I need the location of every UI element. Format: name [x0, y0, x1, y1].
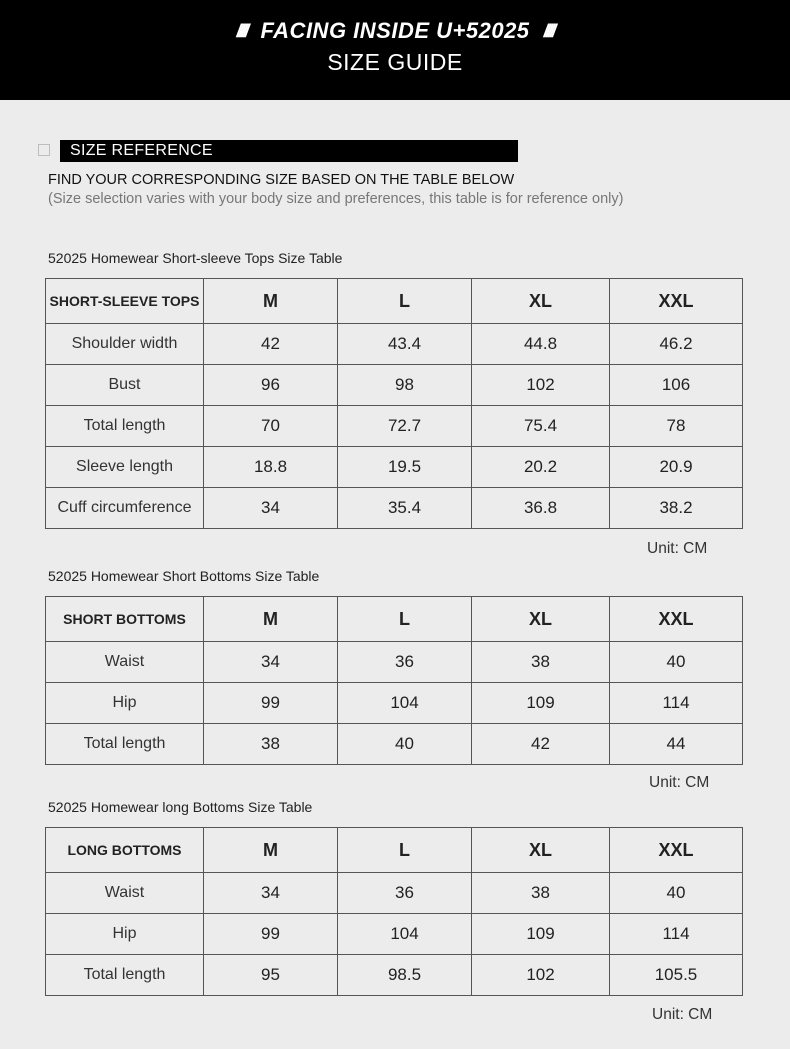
square-bullet-icon — [38, 144, 50, 156]
table-cell: 96 — [204, 365, 338, 406]
row-label: Total length — [46, 406, 204, 447]
table-cell: 40 — [610, 873, 743, 914]
size-header: M — [204, 828, 338, 873]
table-cell: 114 — [610, 914, 743, 955]
table-row — [46, 365, 743, 406]
table-header-row — [46, 597, 743, 642]
row-label: Cuff circumference — [46, 488, 204, 529]
table-row — [46, 873, 743, 914]
row-label: Hip — [46, 914, 204, 955]
table-cell: 44.8 — [472, 324, 610, 365]
table-cell: 102 — [472, 365, 610, 406]
tops-size-table — [45, 278, 743, 529]
short-bottoms-table-caption: 52025 Homewear Short Bottoms Size Table — [48, 568, 320, 584]
table-cell: 42 — [204, 324, 338, 365]
table-cell: 20.2 — [472, 447, 610, 488]
table-cell: 78 — [610, 406, 743, 447]
table-row — [46, 914, 743, 955]
row-label: Hip — [46, 683, 204, 724]
table-cell: 36 — [338, 873, 472, 914]
table-header-row — [46, 828, 743, 873]
row-label: Total length — [46, 955, 204, 996]
row-label: Waist — [46, 873, 204, 914]
slashes-right-decoration: ///// — [543, 20, 554, 41]
short-bottoms-unit-label: Unit: CM — [649, 774, 710, 791]
long-bottoms-table-caption: 52025 Homewear long Bottoms Size Table — [48, 799, 313, 815]
table-cell: 40 — [610, 642, 743, 683]
table-corner-label: SHORT BOTTOMS — [46, 597, 204, 642]
table-cell: 35.4 — [338, 488, 472, 529]
table-cell: 98.5 — [338, 955, 472, 996]
header-banner — [0, 0, 790, 100]
table-cell: 104 — [338, 914, 472, 955]
size-header: XL — [472, 279, 610, 324]
table-cell: 42 — [472, 724, 610, 765]
size-header: M — [204, 597, 338, 642]
table-cell: 20.9 — [610, 447, 743, 488]
table-cell: 38.2 — [610, 488, 743, 529]
table-cell: 18.8 — [204, 447, 338, 488]
table-cell: 109 — [472, 914, 610, 955]
intro-note: (Size selection varies with your body size and preferences, this table is for reference only) — [48, 191, 624, 207]
size-header: XL — [472, 597, 610, 642]
row-label: Total length — [46, 724, 204, 765]
table-cell: 98 — [338, 365, 472, 406]
table-row — [46, 488, 743, 529]
long-bottoms-size-table — [45, 827, 743, 996]
table-cell: 40 — [338, 724, 472, 765]
size-reference-label: SIZE REFERENCE — [60, 140, 518, 162]
table-corner-label: LONG BOTTOMS — [46, 828, 204, 873]
row-label: Waist — [46, 642, 204, 683]
table-cell: 105.5 — [610, 955, 743, 996]
table-row — [46, 324, 743, 365]
table-cell: 70 — [204, 406, 338, 447]
brand-title: FACING INSIDE U+52025 — [260, 18, 530, 43]
table-cell: 36 — [338, 642, 472, 683]
row-label: Shoulder width — [46, 324, 204, 365]
table-cell: 44 — [610, 724, 743, 765]
table-cell: 19.5 — [338, 447, 472, 488]
table-cell: 34 — [204, 642, 338, 683]
table-cell: 38 — [472, 873, 610, 914]
table-cell: 38 — [472, 642, 610, 683]
table-cell: 72.7 — [338, 406, 472, 447]
table-cell: 114 — [610, 683, 743, 724]
table-cell: 43.4 — [338, 324, 472, 365]
row-label: Sleeve length — [46, 447, 204, 488]
table-cell: 36.8 — [472, 488, 610, 529]
table-cell: 99 — [204, 914, 338, 955]
size-header: XXL — [610, 279, 743, 324]
table-cell: 104 — [338, 683, 472, 724]
tops-table-caption: 52025 Homewear Short-sleeve Tops Size Table — [48, 250, 343, 266]
table-cell: 95 — [204, 955, 338, 996]
table-header-row — [46, 279, 743, 324]
table-cell: 46.2 — [610, 324, 743, 365]
table-cell: 109 — [472, 683, 610, 724]
table-cell: 75.4 — [472, 406, 610, 447]
long-bottoms-unit-label: Unit: CM — [652, 1006, 713, 1023]
table-row — [46, 642, 743, 683]
row-label: Bust — [46, 365, 204, 406]
page-title: SIZE GUIDE — [327, 49, 463, 75]
table-cell: 34 — [204, 488, 338, 529]
table-row — [46, 683, 743, 724]
size-header: L — [338, 828, 472, 873]
tops-unit-label: Unit: CM — [647, 540, 708, 557]
table-row — [46, 724, 743, 765]
table-cell: 106 — [610, 365, 743, 406]
size-header: XXL — [610, 597, 743, 642]
table-cell: 102 — [472, 955, 610, 996]
table-cell: 99 — [204, 683, 338, 724]
table-corner-label: SHORT-SLEEVE TOPS — [46, 279, 204, 324]
brand-row — [0, 18, 790, 44]
size-header: XL — [472, 828, 610, 873]
table-cell: 34 — [204, 873, 338, 914]
size-header: L — [338, 597, 472, 642]
table-row — [46, 955, 743, 996]
short-bottoms-size-table — [45, 596, 743, 765]
table-row — [46, 406, 743, 447]
size-header: XXL — [610, 828, 743, 873]
size-header: L — [338, 279, 472, 324]
slashes-left-decoration: ///// — [236, 20, 247, 41]
table-cell: 38 — [204, 724, 338, 765]
intro-text: FIND YOUR CORRESPONDING SIZE BASED ON THE TABLE BELOW — [48, 172, 515, 188]
size-header: M — [204, 279, 338, 324]
table-row — [46, 447, 743, 488]
